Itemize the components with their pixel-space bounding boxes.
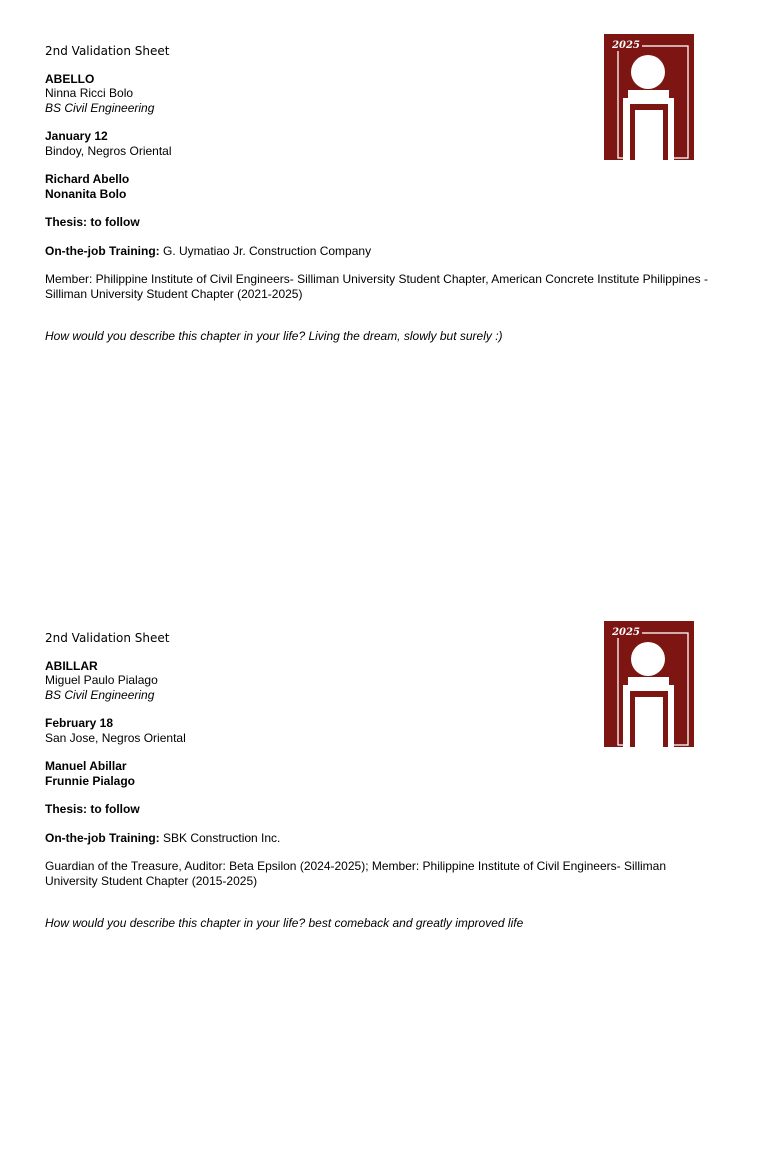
yearbook-logo-icon [604, 621, 694, 747]
ojt-line [45, 244, 710, 259]
logo-door [635, 110, 663, 160]
sheet-heading: 2nd Validation Sheet [45, 631, 170, 645]
parent-2: Frunnie Pialago [45, 773, 136, 788]
parents-block [45, 759, 710, 788]
birth-date: February 18 [45, 716, 114, 730]
logo-lintel [628, 677, 669, 685]
memberships: Member: Philippine Institute of Civil Engineers- Silliman University Student Chapter, American Concrete Institute Philippines - Silliman University Student Chapter (2021-2025) [45, 272, 708, 301]
chapter-question: How would you describe this chapter in your life? Living the dream, slowly but surely :) [45, 329, 503, 343]
course: BS Civil Engineering [45, 687, 155, 702]
yearbook-logo-icon [604, 34, 694, 160]
ojt-value: SBK Construction Inc. [159, 830, 281, 845]
ojt-label: On-the-job Training: [45, 830, 160, 845]
full-name: Miguel Paulo Pialago [45, 673, 158, 687]
parent-1: Richard Abello [45, 172, 130, 186]
logo-year: 2025 [612, 40, 640, 51]
birth-date: January 12 [45, 129, 108, 143]
parent-1: Manuel Abillar [45, 759, 127, 773]
parent-2: Nonanita Bolo [45, 186, 127, 201]
course: BS Civil Engineering [45, 100, 155, 115]
ojt-label: On-the-job Training: [45, 243, 160, 258]
chapter-question: How would you describe this chapter in your life? best comeback and greatly improved life [45, 916, 524, 930]
surname: ABILLAR [45, 658, 98, 673]
logo-year: 2025 [612, 627, 640, 638]
birth-place: Bindoy, Negros Oriental [45, 143, 172, 158]
sheet-heading: 2nd Validation Sheet [45, 44, 170, 58]
logo-door [635, 697, 663, 747]
ojt-value: G. Uymatiao Jr. Construction Company [159, 243, 372, 258]
thesis: Thesis: to follow [45, 802, 140, 816]
birth-place: San Jose, Negros Oriental [45, 730, 186, 745]
validation-sheet-2 [0, 587, 768, 1174]
surname: ABELLO [45, 71, 95, 86]
thesis: Thesis: to follow [45, 215, 140, 229]
ojt-line [45, 831, 710, 846]
parents-block [45, 172, 710, 201]
logo-circle [631, 642, 665, 676]
logo-circle [631, 55, 665, 89]
memberships: Guardian of the Treasure, Auditor: Beta Epsilon (2024-2025); Member: Philippine Institute of Civil Engineers- Silliman University Student Chapter (2015-2025) [45, 859, 666, 888]
logo-lintel [628, 90, 669, 98]
full-name: Ninna Ricci Bolo [45, 86, 134, 100]
